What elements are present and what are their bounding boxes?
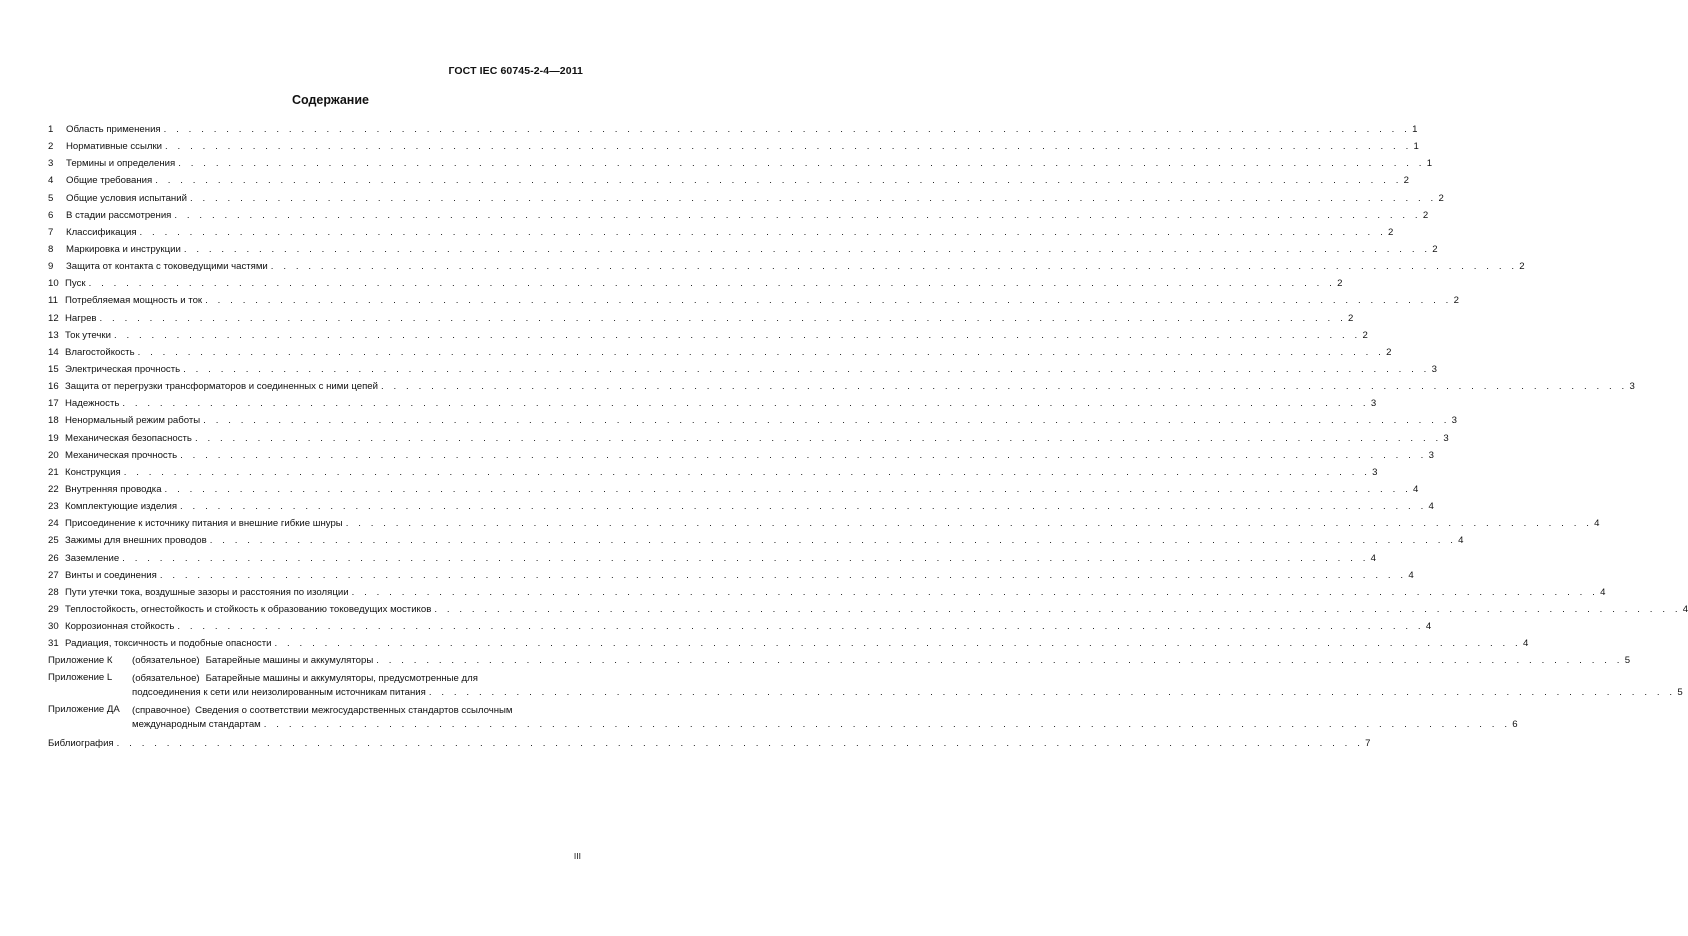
toc-entry[interactable] xyxy=(48,550,1376,567)
toc-page-number: 2 xyxy=(1388,226,1394,238)
appendix-type: (справочное) xyxy=(132,704,191,716)
toc-section-number: 29 xyxy=(48,603,59,615)
toc-label: Термины и определения xyxy=(66,158,176,170)
toc-page-number: 1 xyxy=(1426,158,1433,170)
toc-section-number: 6 xyxy=(48,209,54,221)
toc-section-number: 25 xyxy=(48,535,59,547)
toc-entry[interactable] xyxy=(48,481,1419,498)
toc-section-number: 14 xyxy=(48,346,59,358)
toc-section-number: 17 xyxy=(48,398,59,410)
toc-label: Нормативные ссылки xyxy=(66,141,163,153)
leader-dots xyxy=(183,361,1430,378)
toc-label: Ток утечки xyxy=(65,329,111,341)
toc-page-number: 5 xyxy=(1677,686,1683,698)
toc-page-number: 1 xyxy=(1413,141,1419,153)
page-number-footer: III xyxy=(573,851,581,861)
appendix-type: (обязательное) xyxy=(132,655,200,667)
toc-page-number: 3 xyxy=(1431,363,1437,375)
toc-page-number: 4 xyxy=(1522,638,1529,650)
toc-entry[interactable] xyxy=(48,310,1354,327)
toc-section-number: 23 xyxy=(48,501,59,513)
toc-page-number: 2 xyxy=(1348,312,1354,324)
appendix-title-cont: международным стандартам xyxy=(132,718,261,730)
toc-entry[interactable] xyxy=(48,447,1434,464)
leader-dots xyxy=(203,412,1450,429)
toc-label: Конструкция xyxy=(65,466,121,478)
leader-dots xyxy=(165,138,1412,155)
toc-label: Винты и соединения xyxy=(65,569,157,581)
toc-label: Ненормальный режим работы xyxy=(65,415,201,427)
toc-label: Защита от перегрузки трансформаторов и соединенных с ними цепей xyxy=(65,381,378,393)
toc-page-number: 2 xyxy=(1519,261,1525,273)
toc-page-number: 4 xyxy=(1413,483,1419,495)
toc-section-number: 12 xyxy=(48,312,59,324)
toc-page-number: 3 xyxy=(1428,449,1434,461)
toc-page-number: 1 xyxy=(1412,124,1418,135)
toc-section-number: 13 xyxy=(48,329,59,341)
leader-dots xyxy=(180,447,1427,464)
toc-page-number: 2 xyxy=(1438,192,1444,204)
toc-section-number: 5 xyxy=(48,192,54,204)
toc-entry[interactable] xyxy=(48,138,1419,155)
toc-page-number: 5 xyxy=(1624,655,1631,667)
toc-section-number: 15 xyxy=(48,363,59,375)
toc-page-number: 4 xyxy=(1370,552,1376,564)
appendix-title: Сведения о соответствии межгосударственных стандартов ссылочным xyxy=(195,704,513,716)
leader-dots xyxy=(352,584,1599,601)
toc-section-number: 18 xyxy=(48,415,59,427)
leader-dots xyxy=(180,498,1427,515)
toc-entry[interactable] xyxy=(48,464,1378,481)
leader-dots xyxy=(160,567,1407,584)
toc-section-number: 9 xyxy=(48,261,54,273)
leader-dots xyxy=(205,292,1452,309)
toc-label: В стадии рассмотрения xyxy=(66,209,172,221)
leader-dots xyxy=(122,395,1369,412)
document-standard-header: ГОСТ IEC 60745-2-4—2011 xyxy=(448,65,583,77)
toc-entry[interactable] xyxy=(48,515,1600,532)
leader-dots xyxy=(429,686,1676,700)
toc-page-number: 4 xyxy=(1425,621,1432,633)
toc-section-number: 26 xyxy=(48,552,59,564)
toc-section-number: 4 xyxy=(48,175,54,187)
toc-label: Библиография xyxy=(48,737,114,749)
leader-dots xyxy=(346,515,1593,532)
toc-entry[interactable] xyxy=(48,412,1457,429)
leader-dots xyxy=(274,635,1521,652)
toc-section-number: 30 xyxy=(48,621,59,633)
leader-dots xyxy=(376,652,1623,669)
leader-dots xyxy=(155,172,1402,189)
toc-entry[interactable] xyxy=(48,567,1414,584)
toc-entry[interactable] xyxy=(48,601,1688,618)
appendix-name: Приложение К xyxy=(48,655,113,667)
toc-entry[interactable] xyxy=(48,224,1394,241)
toc-page-number: 4 xyxy=(1458,535,1464,547)
toc-section-number: 31 xyxy=(48,638,59,650)
toc-label: Коррозионная стойкость xyxy=(65,621,175,633)
leader-dots xyxy=(178,155,1425,172)
leader-dots xyxy=(138,344,1385,361)
toc-appendix-k[interactable] xyxy=(48,652,1631,669)
toc-section-list xyxy=(48,121,1688,652)
toc-label: Пути утечки тока, воздушные зазоры и расстояния по изоляции xyxy=(65,586,349,598)
toc-label: Надежность xyxy=(65,398,120,410)
toc-label: Область применения xyxy=(66,124,161,135)
toc-label: Теплостойкость, огнестойкость и стойкость к образованию токоведущих мостиков xyxy=(65,603,432,615)
toc-entry[interactable] xyxy=(48,344,1392,361)
toc-page-number: 2 xyxy=(1453,295,1459,307)
leader-dots xyxy=(89,275,1336,292)
toc-entry[interactable] xyxy=(48,584,1606,601)
toc-entry[interactable] xyxy=(48,635,1529,652)
leader-dots xyxy=(117,735,1364,752)
leader-dots xyxy=(114,327,1361,344)
toc-page-number: 6 xyxy=(1512,718,1518,730)
toc-section-number: 21 xyxy=(48,466,59,478)
leader-dots xyxy=(381,378,1628,395)
appendix-title: Батарейные машины и аккумуляторы, предусмотренные для xyxy=(205,672,478,684)
toc-label: Общие требования xyxy=(66,175,153,187)
toc-entry[interactable] xyxy=(48,121,1418,138)
toc-label: Комплектующие изделия xyxy=(65,501,178,513)
toc-label: Заземление xyxy=(65,552,120,564)
toc-page-number: 3 xyxy=(1629,381,1635,393)
toc-label: Общие условия испытаний xyxy=(66,192,187,204)
toc-section-number: 24 xyxy=(48,518,59,530)
toc-entry[interactable] xyxy=(48,172,1410,189)
appendix-title: Батарейные машины и аккумуляторы xyxy=(205,655,374,667)
leader-dots xyxy=(140,224,1387,241)
toc-label: Механическая прочность xyxy=(65,449,178,461)
toc-entry[interactable] xyxy=(48,292,1459,309)
toc-entry[interactable] xyxy=(48,532,1464,549)
appendix-title-cont: подсоединения к сети или неизолированным источникам питания xyxy=(132,686,426,698)
toc-section-number: 11 xyxy=(48,295,58,307)
toc-page-number: 3 xyxy=(1372,466,1378,478)
toc-section-number: 7 xyxy=(48,226,54,238)
toc-bibliography[interactable] xyxy=(48,735,1371,752)
leader-dots xyxy=(177,618,1424,635)
toc-section-number: 8 xyxy=(48,243,54,255)
toc-page-number: 2 xyxy=(1362,329,1368,341)
leader-dots xyxy=(434,601,1681,618)
leader-dots xyxy=(100,310,1347,327)
toc-section-number: 22 xyxy=(48,483,59,495)
toc-entry[interactable] xyxy=(48,155,1433,172)
toc-section-number: 19 xyxy=(48,432,59,444)
toc-section-number: 1 xyxy=(48,124,54,135)
leader-dots xyxy=(174,207,1421,224)
toc-label: Зажимы для внешних проводов xyxy=(65,535,207,547)
toc-entry[interactable] xyxy=(48,241,1438,258)
page-title: Содержание xyxy=(291,93,369,107)
toc-entry[interactable] xyxy=(48,190,1444,207)
toc-label: Нагрев xyxy=(65,312,97,324)
leader-dots xyxy=(184,241,1431,258)
toc-page-number: 4 xyxy=(1600,586,1606,598)
toc-entry[interactable] xyxy=(48,275,1343,292)
leader-dots xyxy=(210,532,1457,549)
toc-entry[interactable] xyxy=(48,258,1525,275)
leader-dots xyxy=(271,258,1518,275)
toc-page-number: 7 xyxy=(1365,737,1371,749)
toc-section-number: 16 xyxy=(48,381,59,393)
toc-page-number: 2 xyxy=(1432,243,1438,255)
toc-page-number: 2 xyxy=(1337,278,1343,290)
toc-label: Радиация, токсичность и подобные опасности xyxy=(65,638,272,650)
leader-dots xyxy=(165,481,1412,498)
toc-section-number: 27 xyxy=(48,569,59,581)
toc-entry[interactable] xyxy=(48,361,1437,378)
toc-label: Электрическая прочность xyxy=(65,363,181,375)
toc-page-number: 4 xyxy=(1408,569,1414,581)
table-of-contents xyxy=(48,121,1688,752)
toc-label: Пуск xyxy=(65,278,86,290)
toc-page-number: 3 xyxy=(1451,415,1457,427)
toc-section-number: 2 xyxy=(48,141,54,153)
toc-page-number: 4 xyxy=(1428,501,1434,513)
toc-label: Внутренняя проводка xyxy=(65,483,162,495)
toc-label: Присоединение к источнику питания и внешние гибкие шнуры xyxy=(65,518,343,530)
toc-label: Влагостойкость xyxy=(65,346,135,358)
toc-entry[interactable] xyxy=(48,498,1434,515)
appendix-name: Приложение ДА xyxy=(48,703,120,715)
leader-dots xyxy=(195,430,1442,447)
leader-dots xyxy=(264,718,1511,732)
appendix-name: Приложение L xyxy=(48,671,113,683)
toc-label: Механическая безопасность xyxy=(65,432,192,444)
toc-label: Маркировка и инструкции xyxy=(66,243,181,255)
toc-entry[interactable] xyxy=(48,395,1377,412)
toc-page-number: 3 xyxy=(1443,432,1449,444)
appendix-type: (обязательное) xyxy=(132,672,200,684)
toc-section-number: 3 xyxy=(48,158,54,170)
toc-page-number: 3 xyxy=(1370,398,1377,410)
toc-label: Классификация xyxy=(66,226,137,238)
toc-page-number: 2 xyxy=(1403,175,1410,187)
toc-appendix-l[interactable] xyxy=(48,671,1683,700)
toc-label: Потребляемая мощность и ток xyxy=(65,295,203,307)
toc-page-number: 2 xyxy=(1386,346,1392,358)
toc-page-number: 4 xyxy=(1682,603,1688,615)
toc-entry[interactable] xyxy=(48,327,1368,344)
leader-dots xyxy=(124,464,1371,481)
leader-dots xyxy=(122,550,1369,567)
toc-page-number: 4 xyxy=(1594,518,1600,530)
toc-label: Защита от контакта с токоведущими частями xyxy=(66,261,268,273)
toc-section-number: 28 xyxy=(48,586,59,598)
leader-dots xyxy=(190,190,1437,207)
toc-appendix-da[interactable] xyxy=(48,703,1518,732)
toc-section-number: 20 xyxy=(48,449,59,461)
toc-entry[interactable] xyxy=(48,378,1635,395)
toc-section-number: 10 xyxy=(48,278,59,290)
toc-entry[interactable] xyxy=(48,618,1432,635)
toc-page-number: 2 xyxy=(1422,209,1429,221)
toc-entry[interactable] xyxy=(48,207,1429,224)
leader-dots xyxy=(164,121,1411,138)
toc-entry[interactable] xyxy=(48,430,1449,447)
